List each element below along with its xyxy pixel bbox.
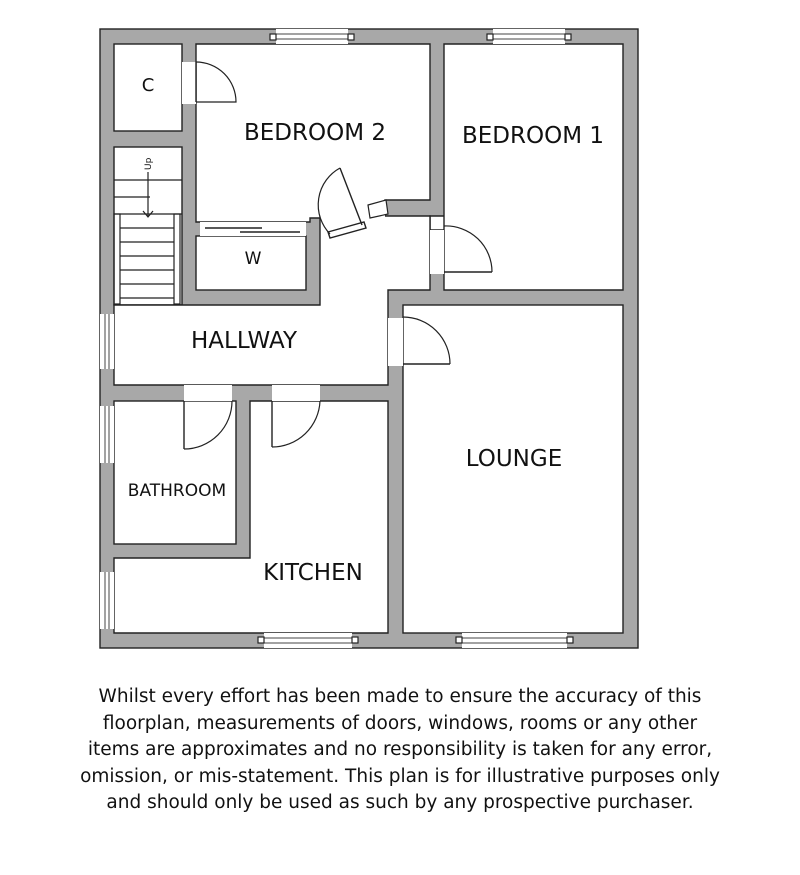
room-label-wardrobe: W: [244, 249, 262, 269]
window-left-bathroom: [100, 406, 114, 463]
window-left-hallway: [100, 314, 114, 369]
bedroom1-room: [430, 44, 623, 290]
window-bottom-lounge: [456, 633, 573, 648]
room-label-kitchen: KITCHEN: [263, 560, 363, 586]
stairs-up-label: Up: [144, 157, 154, 170]
bathroom-room: [114, 401, 236, 544]
room-label-bedroom-2: BEDROOM 2: [244, 120, 386, 146]
wardrobe-sliding-doors: [200, 222, 306, 236]
window-top-bedroom2: [270, 29, 354, 44]
room-label-bedroom-1: BEDROOM 1: [462, 123, 604, 149]
room-label-cupboard: C: [141, 75, 155, 96]
room-label-lounge: LOUNGE: [465, 446, 563, 472]
room-label-hallway: HALLWAY: [190, 328, 298, 354]
window-top-bedroom1: [487, 29, 571, 44]
disclaimer-text: Whilst every effort has been made to ensure the accuracy of this floorplan, measurements of doors, windows, rooms or any other items are approximates and no responsibility is taken for any error, omission, or mis-statement. This plan is for illustrative purposes only and should only be used as such by any prospective purchaser.: [80, 686, 720, 813]
window-left-kitchen: [100, 572, 114, 629]
window-bottom-kitchen: [258, 633, 358, 648]
room-label-bathroom: BATHROOM: [127, 481, 227, 501]
